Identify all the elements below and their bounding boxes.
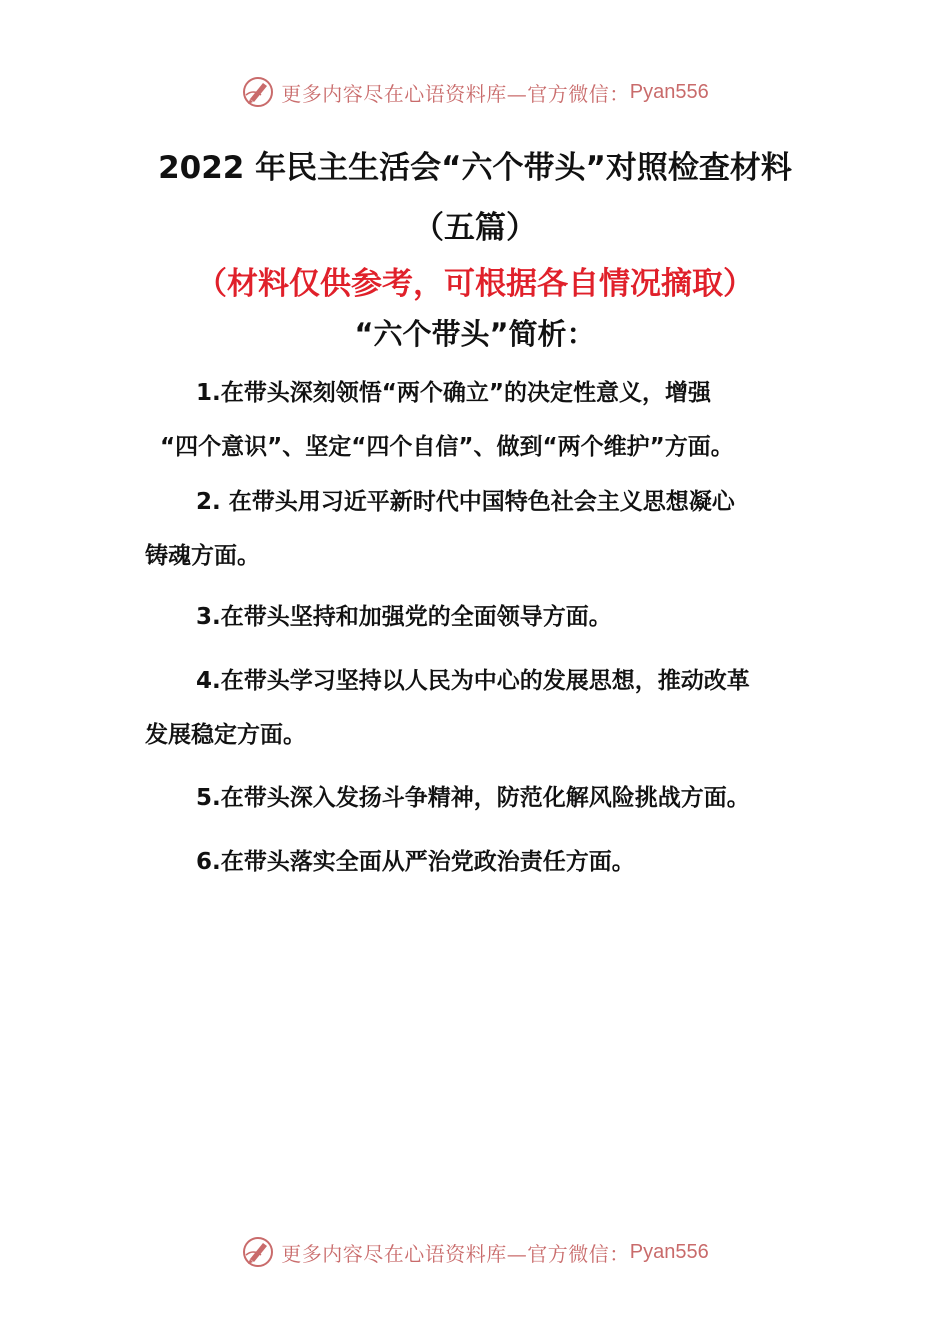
item-6: 6.在带头落实全面从严治党政治责任方面。 <box>196 849 635 875</box>
reference-notice: （材料仅供参考，可根据各自情况摘取） <box>196 266 754 302</box>
footer-banner-wechat: Pyan556 <box>629 1240 709 1263</box>
document-title-line1: 2022 年民主生活会“六个带头”对照检查材料 <box>158 150 792 186</box>
item-2-line2: 铸魂方面。 <box>145 543 260 569</box>
item-2-line1: 2. 在带头用习近平新时代中国特色社会主义思想凝心 <box>196 489 735 515</box>
item-3: 3.在带头坚持和加强党的全面领导方面。 <box>196 604 612 630</box>
item-5: 5.在带头深入发扬斗争精神，防范化解风险挑战方面。 <box>196 785 750 811</box>
document-title-line2: （五篇） <box>413 210 537 246</box>
item-4-line1: 4.在带头学习坚持以人民为中心的发展思想，推动改革 <box>196 668 750 694</box>
header-banner <box>0 72 950 112</box>
item-4-line2: 发展稳定方面。 <box>145 722 306 748</box>
header-banner-text: 更多内容尽在心语资料库—官方微信： <box>281 81 630 106</box>
pen-logo-icon <box>241 75 275 109</box>
section-heading: “六个带头”简析： <box>354 317 596 351</box>
pen-logo-icon <box>241 1235 275 1269</box>
item-1-line2: “四个意识”、坚定“四个自信”、做到“两个维护”方面。 <box>160 434 734 460</box>
footer-banner <box>0 1232 950 1272</box>
footer-banner-text: 更多内容尽在心语资料库—官方微信： <box>281 1241 630 1266</box>
header-banner-wechat: Pyan556 <box>629 80 709 103</box>
item-1-line1: 1.在带头深刻领悟“两个确立”的决定性意义，增强 <box>196 380 711 406</box>
